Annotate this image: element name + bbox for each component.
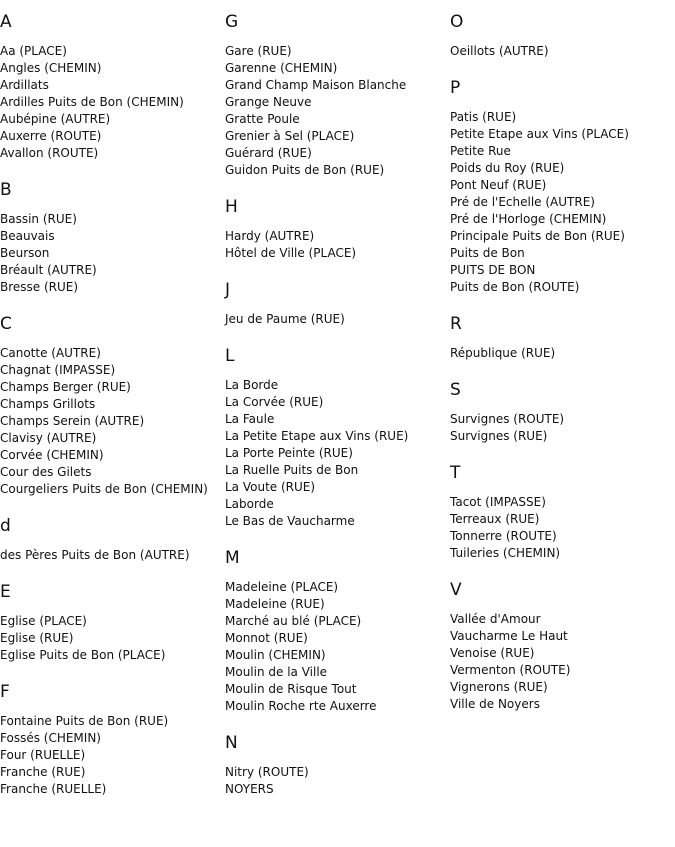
street-name-item: Franche (RUELLE) (0, 782, 107, 796)
street-list (450, 109, 675, 296)
street-name-item: Vermenton (ROUTE) (450, 663, 571, 677)
street-name-item: Madeleine (PLACE) (225, 580, 339, 594)
index-column-2 (225, 12, 447, 816)
street-name-item: Pont Neuf (RUE) (450, 178, 547, 192)
street-name-item: Nitry (ROUTE) (225, 765, 309, 779)
section-letter-heading: N (225, 733, 238, 753)
street-list (225, 311, 447, 328)
street-name-item: Fontaine Puits de Bon (RUE) (0, 714, 169, 728)
street-name-item: Hardy (AUTRE) (225, 229, 315, 243)
street-name-item: Garenne (CHEMIN) (225, 61, 338, 75)
street-name-item: Gratte Poule (225, 112, 300, 126)
street-list (0, 547, 222, 564)
street-name-item: Bréault (AUTRE) (0, 263, 97, 277)
section-letter-heading: V (450, 580, 462, 600)
section-letter-heading: T (450, 463, 461, 483)
street-name-item: Vallée d'Amour (450, 612, 541, 626)
street-name-item: Auxerre (ROUTE) (0, 129, 102, 143)
street-name-item: Tuileries (CHEMIN) (450, 546, 561, 560)
street-name-item: Puits de Bon (ROUTE) (450, 280, 580, 294)
street-list (225, 579, 447, 715)
street-list (0, 43, 222, 162)
street-list (225, 228, 447, 262)
letter-section (225, 280, 447, 328)
section-letter-heading: S (450, 380, 461, 400)
letter-section (450, 12, 675, 60)
street-name-item: Pré de l'Horloge (CHEMIN) (450, 212, 607, 226)
letter-section (450, 580, 675, 713)
street-name-item: Hôtel de Ville (PLACE) (225, 246, 357, 260)
letter-section (450, 314, 675, 362)
street-name-item: La Corvée (RUE) (225, 395, 324, 409)
street-name-item: Puits de Bon (450, 246, 525, 260)
street-list (450, 43, 675, 60)
section-letter-heading: H (225, 197, 238, 217)
street-name-item: Marché au blé (PLACE) (225, 614, 362, 628)
street-list (450, 345, 675, 362)
index-column-3 (450, 12, 675, 731)
street-name-item: Moulin de Risque Tout (225, 682, 357, 696)
street-name-item: Aubépine (AUTRE) (0, 112, 111, 126)
street-name-item: Venoise (RUE) (450, 646, 535, 660)
letter-section (225, 346, 447, 530)
street-name-item: Courgeliers Puits de Bon (CHEMIN) (0, 482, 208, 496)
section-letter-heading: R (450, 314, 462, 334)
street-name-item: Grand Champ Maison Blanche (225, 78, 407, 92)
letter-section (0, 180, 222, 296)
letter-section (0, 682, 222, 798)
street-name-item: Champs Grillots (0, 397, 96, 411)
section-letter-heading: F (0, 682, 10, 702)
street-name-item: Champs Serein (AUTRE) (0, 414, 145, 428)
index-column-1 (0, 12, 222, 816)
street-list (0, 211, 222, 296)
street-name-item: Principale Puits de Bon (RUE) (450, 229, 625, 243)
street-name-item: Four (RUELLE) (0, 748, 86, 762)
street-name-item: Gare (RUE) (225, 44, 292, 58)
section-letter-heading: E (0, 582, 11, 602)
street-name-item: Clavisy (AUTRE) (0, 431, 97, 445)
street-name-item: La Faule (225, 412, 275, 426)
section-letter-heading: J (225, 280, 231, 300)
street-list (0, 613, 222, 664)
street-name-item: Ville de Noyers (450, 697, 540, 711)
street-name-item: République (RUE) (450, 346, 556, 360)
section-letter-heading: B (0, 180, 12, 200)
street-name-item: La Borde (225, 378, 279, 392)
letter-section (0, 516, 222, 564)
letter-section (225, 12, 447, 179)
street-name-item: Vignerons (RUE) (450, 680, 548, 694)
letter-section (0, 314, 222, 498)
street-name-item: Avallon (ROUTE) (0, 146, 99, 160)
letter-section (225, 548, 447, 715)
section-letter-heading: A (0, 12, 12, 32)
section-letter-heading: O (450, 12, 464, 32)
street-list (0, 713, 222, 798)
street-name-item: Bassin (RUE) (0, 212, 77, 226)
street-name-item: Canotte (AUTRE) (0, 346, 101, 360)
street-name-item: Laborde (225, 497, 274, 511)
section-letter-heading: C (0, 314, 12, 334)
street-name-item: Champs Berger (RUE) (0, 380, 131, 394)
section-letter-heading: L (225, 346, 235, 366)
street-name-item: Monnot (RUE) (225, 631, 308, 645)
street-name-item: Angles (CHEMIN) (0, 61, 102, 75)
section-letter-heading: G (225, 12, 239, 32)
street-name-item: PUITS DE BON (450, 263, 536, 277)
street-name-item: La Petite Etape aux Vins (RUE) (225, 429, 409, 443)
street-name-item: La Ruelle Puits de Bon (225, 463, 359, 477)
letter-section (450, 380, 675, 445)
street-name-item: Bresse (RUE) (0, 280, 79, 294)
section-letter-heading: M (225, 548, 240, 568)
street-list (225, 764, 447, 798)
letter-section (450, 463, 675, 562)
section-letter-heading: d (0, 516, 11, 536)
street-name-item: Fossés (CHEMIN) (0, 731, 101, 745)
street-name-item: Aa (PLACE) (0, 44, 67, 58)
street-name-item: Oeillots (AUTRE) (450, 44, 549, 58)
street-name-item: La Porte Peinte (RUE) (225, 446, 353, 460)
letter-section (0, 12, 222, 162)
street-name-item: Tacot (IMPASSE) (450, 495, 546, 509)
street-name-item: NOYERS (225, 782, 274, 796)
street-list (450, 411, 675, 445)
street-name-item: Corvée (CHEMIN) (0, 448, 104, 462)
street-list (225, 43, 447, 179)
street-name-item: Pré de l'Echelle (AUTRE) (450, 195, 595, 209)
street-name-item: Survignes (ROUTE) (450, 412, 565, 426)
street-name-item: Jeu de Paume (RUE) (225, 312, 345, 326)
street-name-item: La Voute (RUE) (225, 480, 316, 494)
street-name-item: Eglise (PLACE) (0, 614, 87, 628)
street-name-item: Survignes (RUE) (450, 429, 548, 443)
street-name-item: Vaucharme Le Haut (450, 629, 568, 643)
section-letter-heading: P (450, 78, 461, 98)
street-name-item: Ardilles Puits de Bon (CHEMIN) (0, 95, 184, 109)
street-name-item: Terreaux (RUE) (450, 512, 540, 526)
street-name-item: Chagnat (IMPASSE) (0, 363, 116, 377)
street-name-item: Ardillats (0, 78, 49, 92)
letter-section (450, 78, 675, 296)
street-name-item: Eglise (RUE) (0, 631, 74, 645)
street-name-item: Beurson (0, 246, 50, 260)
letter-section (0, 582, 222, 664)
letter-section (225, 733, 447, 798)
street-name-item: Eglise Puits de Bon (PLACE) (0, 648, 166, 662)
street-name-item: Guérard (RUE) (225, 146, 312, 160)
street-list (450, 611, 675, 713)
street-name-item: Beauvais (0, 229, 55, 243)
street-name-item: Moulin (CHEMIN) (225, 648, 326, 662)
street-name-item: Tonnerre (ROUTE) (450, 529, 557, 543)
street-name-item: Petite Rue (450, 144, 511, 158)
street-name-item: Guidon Puits de Bon (RUE) (225, 163, 385, 177)
street-list (450, 494, 675, 562)
street-name-item: Grenier à Sel (PLACE) (225, 129, 355, 143)
street-name-item: Le Bas de Vaucharme (225, 514, 355, 528)
street-name-item: Patis (RUE) (450, 110, 517, 124)
street-name-item: Grange Neuve (225, 95, 312, 109)
street-name-item: Cour des Gilets (0, 465, 92, 479)
street-name-item: Franche (RUE) (0, 765, 86, 779)
street-list (225, 377, 447, 530)
letter-section (225, 197, 447, 262)
street-name-item: des Pères Puits de Bon (AUTRE) (0, 548, 190, 562)
street-name-item: Moulin de la Ville (225, 665, 328, 679)
street-name-item: Moulin Roche rte Auxerre (225, 699, 377, 713)
street-name-item: Poids du Roy (RUE) (450, 161, 565, 175)
street-name-item: Petite Etape aux Vins (PLACE) (450, 127, 629, 141)
street-list (0, 345, 222, 498)
street-name-item: Madeleine (RUE) (225, 597, 325, 611)
